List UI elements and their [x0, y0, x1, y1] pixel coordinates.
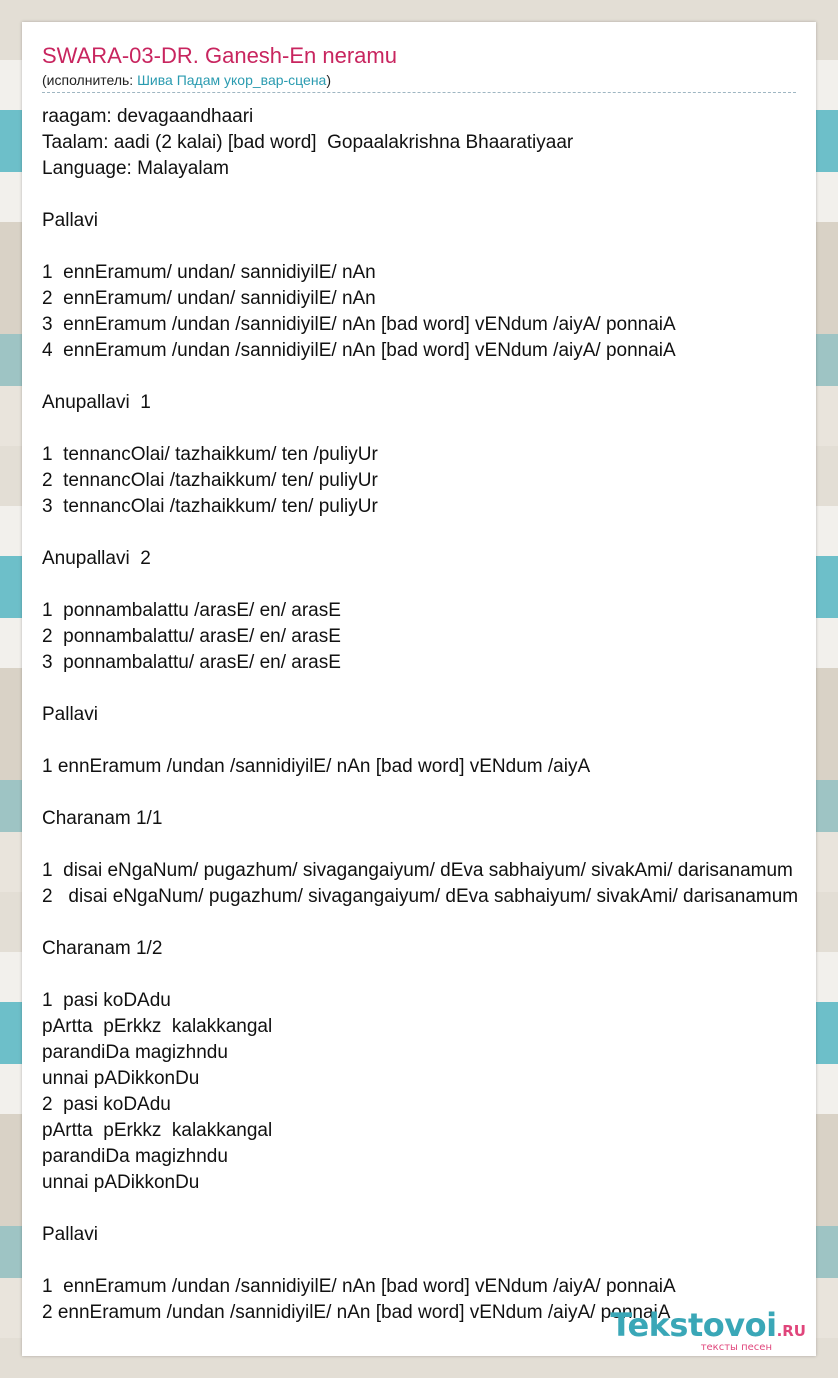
lyric-line: Language: Malayalam — [42, 158, 229, 179]
lyric-line — [42, 832, 816, 858]
song-header — [42, 42, 796, 93]
lyric-line — [42, 780, 816, 806]
lyric-line — [42, 1196, 816, 1222]
lyric-line: Charanam 1/1 — [42, 808, 163, 829]
lyric-line: 1 tennancOlai/ tazhaikkum/ ten /puliyUr — [42, 444, 378, 465]
lyric-line: 2 ennEramum/ undan/ sannidiyilE/ nAn — [42, 288, 376, 309]
lyric-line: raagam: devagaandhaari — [42, 106, 254, 127]
lyric-line: 4 ennEramum /undan /sannidiyilE/ nAn [bad word] vENdum /aiyA/ ponnaiA — [42, 340, 676, 361]
lyric-line: 1 ennEramum /undan /sannidiyilE/ nAn [bad word] vENdum /aiyA/ ponnaiA — [42, 1276, 676, 1297]
logo-tagline: тексты песен — [700, 1342, 772, 1353]
lyric-line: unnai pADikkonDu — [42, 1172, 200, 1193]
lyric-line — [42, 364, 816, 390]
lyric-line: 3 tennancOlai /tazhaikkum/ ten/ puliyUr — [42, 496, 378, 517]
lyric-line — [42, 728, 816, 754]
lyric-line: 1 ennEramum /undan /sannidiyilE/ nAn [bad word] vENdum /aiyA — [42, 756, 591, 777]
lyric-line: 1 pasi koDAdu — [42, 990, 171, 1011]
lyric-line: 1 ponnambalattu /arasE/ en/ arasE — [42, 600, 341, 621]
lyric-line: parandiDa magizhndu — [42, 1042, 228, 1063]
lyric-line — [42, 572, 816, 598]
lyric-line: 2 tennancOlai /tazhaikkum/ ten/ puliyUr — [42, 470, 378, 491]
lyric-line: 3 ennEramum /undan /sannidiyilE/ nAn [bad word] vENdum /aiyA/ ponnaiA — [42, 314, 676, 335]
lyric-line — [42, 1248, 816, 1274]
lyric-line: 3 ponnambalattu/ arasE/ en/ arasE — [42, 652, 341, 673]
lyric-line — [42, 676, 816, 702]
lyric-line — [42, 962, 816, 988]
lyric-line: unnai pADikkonDu — [42, 1068, 200, 1089]
lyric-line: pArtta pErkkz kalakkangal — [42, 1120, 273, 1141]
lyric-line: 2 disai eNgaNum/ pugazhum/ sivagangaiyum/ dEva sabhaiyum/ sivakAmi/ darisanamum — [42, 886, 799, 907]
lyric-line: pArtta pErkkz kalakkangal — [42, 1016, 273, 1037]
performer-suffix: ) — [326, 72, 332, 88]
performer-link[interactable]: Шива Падам укор_вар-сцена — [137, 72, 327, 88]
lyrics-page — [22, 22, 816, 1356]
lyric-line: 1 disai eNgaNum/ pugazhum/ sivagangaiyum/ dEva sabhaiyum/ sivakAmi/ darisanamum — [42, 860, 793, 881]
lyric-line: parandiDa magizhndu — [42, 1146, 228, 1167]
lyric-line — [42, 234, 816, 260]
lyric-line: 2 ennEramum /undan /sannidiyilE/ nAn [bad word] vENdum /aiyA/ ponnaiA — [42, 1302, 671, 1323]
logo-tld: .RU — [776, 1322, 806, 1340]
song-title: SWARA-03-DR. Ganesh-En neramu — [42, 43, 397, 68]
lyrics-body — [42, 104, 816, 1326]
logo-wordmark: Tekstovoi — [610, 1306, 777, 1344]
lyric-line: 2 ponnambalattu/ arasE/ en/ arasE — [42, 626, 341, 647]
lyric-line: Pallavi — [42, 1224, 98, 1245]
lyric-line: 1 ennEramum/ undan/ sannidiyilE/ nAn — [42, 262, 376, 283]
lyric-line: Pallavi — [42, 210, 98, 231]
performer-line — [42, 70, 796, 90]
lyric-line: Anupallavi 1 — [42, 392, 151, 413]
performer-prefix: (исполнитель: — [42, 72, 138, 88]
lyric-line — [42, 182, 816, 208]
lyric-line: Pallavi — [42, 704, 98, 725]
site-logo[interactable] — [610, 1308, 806, 1354]
lyric-line: Anupallavi 2 — [42, 548, 151, 569]
lyric-line: 2 pasi koDAdu — [42, 1094, 171, 1115]
lyric-line — [42, 910, 816, 936]
lyric-line: Charanam 1/2 — [42, 938, 163, 959]
lyric-line: Taalam: aadi (2 kalai) [bad word] Gopaalakrishna Bhaaratiyaar — [42, 132, 574, 153]
lyric-line — [42, 520, 816, 546]
lyric-line — [42, 416, 816, 442]
